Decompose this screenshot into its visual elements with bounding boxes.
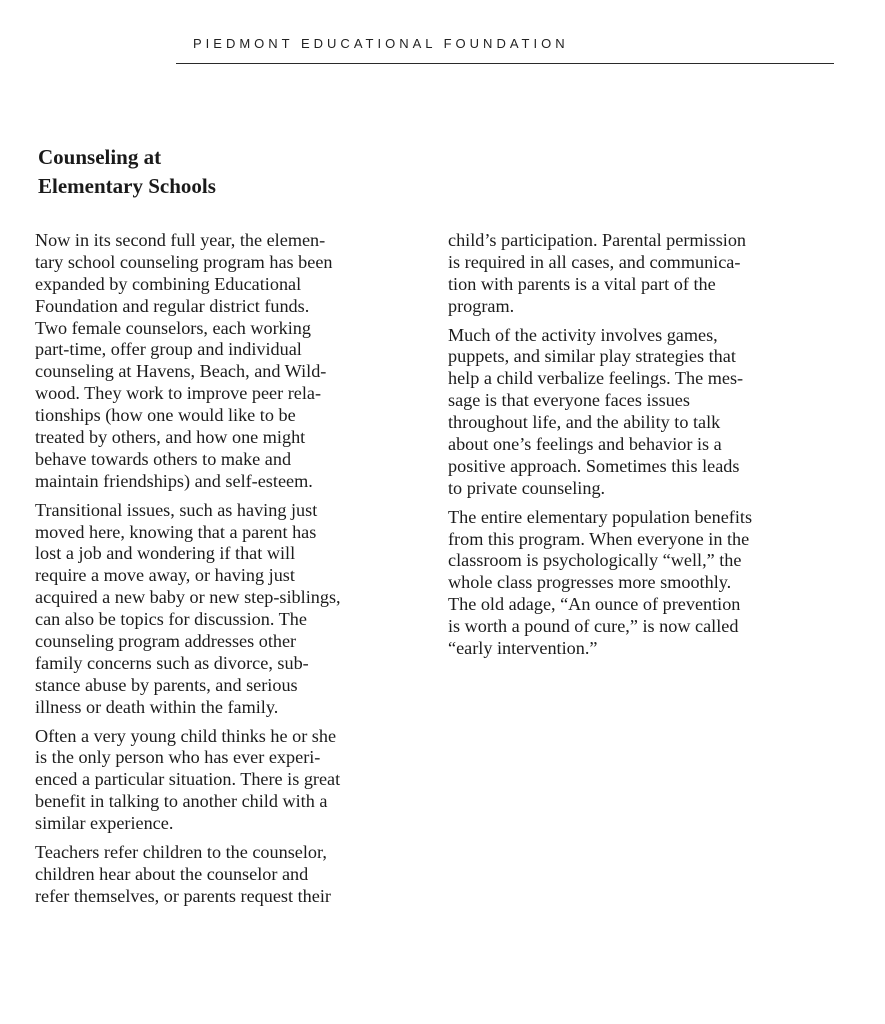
text-line: Transitional issues, such as having just bbox=[35, 499, 318, 520]
text-line: behave towards others to make and bbox=[35, 448, 292, 469]
paragraph bbox=[448, 325, 848, 500]
text-line: treated by others, and how one might bbox=[35, 427, 306, 448]
text-line: moved here, knowing that a parent has bbox=[35, 521, 317, 542]
text-line: similar experience. bbox=[35, 813, 174, 834]
text-line: expanded by combining Educational bbox=[35, 273, 302, 294]
text-line: refer themselves, or parents request their bbox=[35, 885, 331, 906]
text-line: to private counseling. bbox=[448, 477, 606, 498]
text-line: benefit in talking to another child with a bbox=[35, 791, 328, 812]
text-line: require a move away, or having just bbox=[35, 565, 295, 586]
text-line: whole class progresses more smoothly. bbox=[448, 572, 732, 593]
paragraph bbox=[448, 507, 848, 660]
text-line: is the only person who has ever experi- bbox=[35, 747, 321, 768]
text-line: Much of the activity involves games, bbox=[448, 324, 718, 345]
text-line: throughout life, and the ability to talk bbox=[448, 412, 721, 433]
text-line: tionships (how one would like to be bbox=[35, 405, 296, 426]
header-rule bbox=[176, 63, 834, 64]
paragraph-gap bbox=[448, 500, 848, 507]
text-line: tary school counseling program has been bbox=[35, 251, 333, 272]
text-line: sage is that everyone faces issues bbox=[448, 390, 690, 411]
paragraph bbox=[35, 842, 430, 908]
text-line: program. bbox=[448, 295, 515, 316]
text-line: Teachers refer children to the counselor, bbox=[35, 842, 327, 863]
text-line: from this program. When everyone in the bbox=[448, 528, 750, 549]
article-title-line: Counseling at bbox=[38, 145, 162, 169]
text-line: part-time, offer group and individual bbox=[35, 339, 302, 360]
paragraph bbox=[35, 500, 430, 719]
left-column bbox=[35, 230, 430, 908]
text-line: help a child verbalize feelings. The mes- bbox=[448, 368, 744, 389]
right-column bbox=[448, 230, 848, 660]
text-line: counseling at Havens, Beach, and Wild- bbox=[35, 361, 327, 382]
text-line: Foundation and regular district funds. bbox=[35, 295, 310, 316]
paragraph-gap bbox=[448, 318, 848, 325]
text-line: wood. They work to improve peer rela- bbox=[35, 383, 322, 404]
article-title-line: Elementary Schools bbox=[38, 174, 216, 198]
text-line: classroom is psychologically “well,” the bbox=[448, 550, 742, 571]
article-title bbox=[38, 143, 216, 201]
text-line: enced a particular situation. There is great bbox=[35, 769, 341, 790]
text-line: stance abuse by parents, and serious bbox=[35, 674, 298, 695]
text-line: acquired a new baby or new step-siblings, bbox=[35, 587, 341, 608]
paragraph bbox=[35, 230, 430, 493]
text-line: lost a job and wondering if that will bbox=[35, 543, 296, 564]
text-line: tion with parents is a vital part of the bbox=[448, 273, 716, 294]
text-line: Two female counselors, each working bbox=[35, 317, 311, 338]
text-line: Often a very young child thinks he or she bbox=[35, 725, 337, 746]
text-line: The entire elementary population benefits bbox=[448, 506, 753, 527]
text-line: children hear about the counselor and bbox=[35, 863, 309, 884]
text-line: puppets, and similar play strategies that bbox=[448, 346, 736, 367]
text-line: positive approach. Sometimes this leads bbox=[448, 455, 740, 476]
text-line: is worth a pound of cure,” is now called bbox=[448, 616, 739, 637]
text-line: counseling program addresses other bbox=[35, 631, 297, 652]
text-line: is required in all cases, and communica- bbox=[448, 251, 741, 272]
page-header: PIEDMONT EDUCATIONAL FOUNDATION bbox=[193, 36, 569, 51]
text-line: The old adage, “An ounce of prevention bbox=[448, 594, 741, 615]
text-line: about one’s feelings and behavior is a bbox=[448, 434, 722, 455]
paragraph-gap bbox=[35, 719, 430, 726]
paragraph-gap bbox=[35, 835, 430, 842]
text-line: Now in its second full year, the elemen- bbox=[35, 230, 326, 250]
paragraph bbox=[448, 230, 848, 318]
paragraph bbox=[35, 726, 430, 835]
paragraph-gap bbox=[35, 493, 430, 500]
text-line: illness or death within the family. bbox=[35, 696, 279, 717]
text-line: child’s participation. Parental permission bbox=[448, 230, 747, 250]
text-line: “early intervention.” bbox=[448, 638, 598, 659]
text-line: family concerns such as divorce, sub- bbox=[35, 652, 309, 673]
text-line: can also be topics for discussion. The bbox=[35, 609, 307, 630]
text-line: maintain friendships) and self-esteem. bbox=[35, 470, 313, 491]
